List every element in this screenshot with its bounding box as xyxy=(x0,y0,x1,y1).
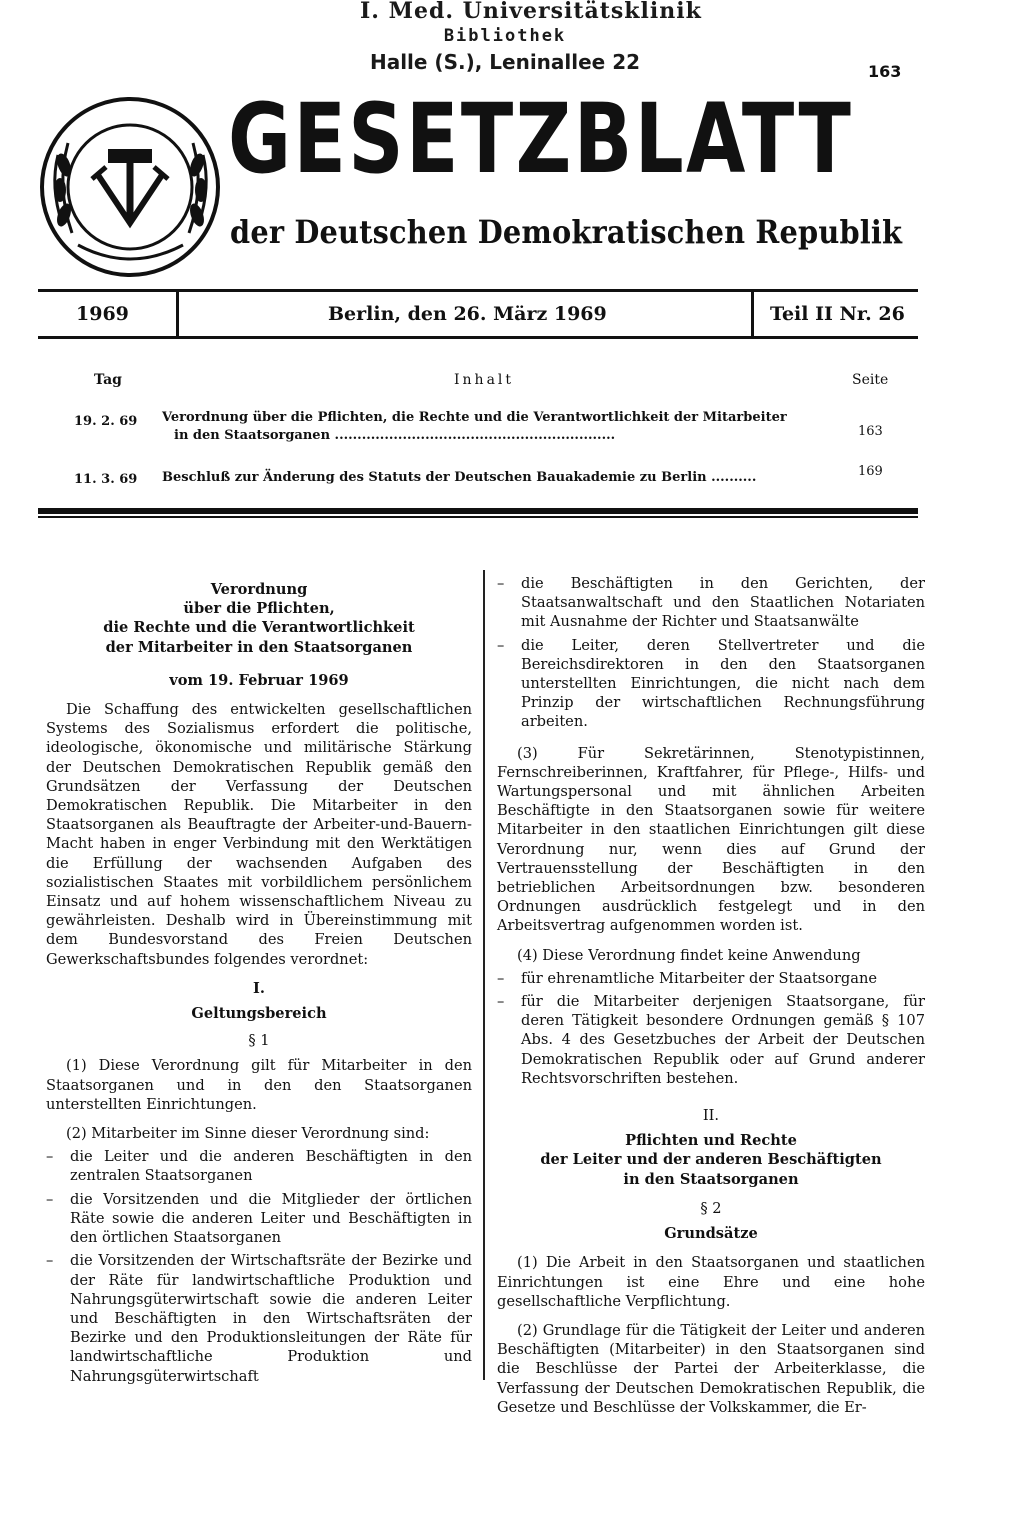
issue-place-date: Berlin, den 26. März 1969 xyxy=(328,303,607,325)
list-item xyxy=(497,636,925,732)
list-dash: – xyxy=(497,969,505,987)
part-number: I. xyxy=(253,979,265,997)
list-item xyxy=(497,992,925,1088)
masthead-title: GESETZBLATT xyxy=(228,83,854,195)
toc-entry-title: Beschluß zur Änderung des Statuts der Deutschen Bauakademie zu Berlin .......... xyxy=(162,470,757,485)
list-item xyxy=(46,1147,472,1185)
stamp-line-3: Halle (S.), Leninallee 22 xyxy=(369,50,641,74)
part-number: II. xyxy=(702,1107,720,1125)
info-bar-divider xyxy=(176,289,179,339)
masthead-subtitle: der Deutschen Demokratischen Republik xyxy=(230,213,903,251)
list-item-text: die Leiter und die anderen Beschäftigten in den zentralen Staatsorganen xyxy=(70,1148,472,1185)
decree-title-line: der Mitarbeiter in den Staatsorganen xyxy=(105,638,413,656)
toc-entry-date: 11. 3. 69 xyxy=(74,472,138,487)
list-item xyxy=(497,969,925,988)
issue-part-number: Teil II Nr. 26 xyxy=(770,303,905,325)
part-title-line: Pflichten und Rechte xyxy=(625,1132,797,1150)
toc-entry-title: Verordnung über die Pflichten, die Rechte und die Verantwortlichkeit der Mitarbeiter xyxy=(162,410,787,425)
stamp-line-2: Bibliothek xyxy=(443,26,567,46)
list-item xyxy=(46,1190,472,1248)
state-emblem-icon xyxy=(38,95,223,280)
toc-entry-page: 163 xyxy=(858,424,883,439)
toc-entry-title-cont: in den Staatsorganen .............................................................. xyxy=(174,428,616,443)
list-dash: – xyxy=(46,1190,54,1208)
list-dash: – xyxy=(46,1252,54,1270)
paragraph-text: (2) Mitarbeiter im Sinne dieser Verordnung sind: xyxy=(66,1125,430,1143)
part-title-line: in den Staatsorganen xyxy=(623,1170,799,1188)
toc-header-page: Seite xyxy=(852,372,889,388)
list-dash: – xyxy=(497,993,505,1011)
paragraph-text: (3) Für Sekretärinnen, Stenotypistinnen, Fernschreiberinnen, Kraftfahrer, für Pflege-, Hilfs- und Wartungspersonal und mit ähnlichen Arbeiten Beschäftigte in den Staatsorganen sowie für weitere Mitarbeiter in den staatlichen Einrichtungen gilt diese Verordnung nur, wenn dies auf Grund der Vertrauensstellung der Beschäftigten in den betrieblichen Arbeitsordnungen bzw. besonderen Ordnungen ausdrücklich festgelegt und in den Arbeitsvertrag aufgenommen worden ist. xyxy=(497,744,925,935)
list-item-text: für ehrenamtliche Mitarbeiter der Staatsorgane xyxy=(521,969,878,987)
decree-title-line: Verordnung xyxy=(210,581,308,598)
paragraph-text: (1) Die Arbeit in den Staatsorganen und staatlichen Einrichtungen ist eine Ehre und eine hohe gesellschaftliche Verpflichtung. xyxy=(497,1254,925,1310)
info-bar-divider xyxy=(751,289,754,339)
right-column xyxy=(497,574,925,1427)
list-item-text: für die Mitarbeiter derjenigen Staatsorgane, für deren Tätigkeit besondere Ordnungen gemäß § 107 Abs. 4 des Gesetzbuches der Arbeit der Deutschen Demokratischen Republik oder auf Grund anderer Rechtsvorschriften bestehen. xyxy=(521,993,925,1087)
list-item-text: die Vorsitzenden und die Mitglieder der örtlichen Räte sowie die anderen Leiter und Beschäftigten in den örtlichen Staatsorganen xyxy=(70,1190,472,1247)
paragraph-label: § 1 xyxy=(248,1032,270,1050)
left-column xyxy=(46,580,472,1390)
decree-date: vom 19. Februar 1969 xyxy=(169,671,349,689)
list-item-text: die Beschäftigten in den Gerichten, der Staatsanwaltschaft und den Staatlichen Notariaten mit Ausnahme der Richter und Staatsanwälte xyxy=(521,575,925,631)
section-rule-thin xyxy=(38,516,918,518)
list-item xyxy=(46,1251,472,1385)
list-dash: – xyxy=(46,1148,54,1166)
stamp-line-1: I. Med. Universitätsklinik xyxy=(360,0,702,24)
section-rule xyxy=(38,508,918,514)
list-dash: – xyxy=(497,575,505,592)
toc-header-content: Inhalt xyxy=(454,372,515,388)
paragraph-title: Grundsätze xyxy=(664,1225,758,1243)
toc-header-day: Tag xyxy=(94,372,122,388)
paragraph-text: (2) Grundlage für die Tätigkeit der Leiter und anderen Beschäftigten (Mitarbeiter) in den Staatsorganen sind die Beschlüsse der Partei der Arbeiterklasse, die Verfassung der Deutschen Demokratischen Republik, die Gesetze und Beschlüsse der Volkskammer, die Er- xyxy=(497,1321,925,1416)
page-number: 163 xyxy=(868,62,902,81)
library-stamp xyxy=(360,0,702,74)
column-divider xyxy=(483,570,485,1380)
paragraph-label: § 2 xyxy=(700,1199,722,1217)
paragraph-text: (1) Diese Verordnung gilt für Mitarbeiter in den Staatsorganen und in den den Staatsorganen unterstellten Einrichtungen. xyxy=(46,1057,472,1113)
toc-entry-date: 19. 2. 69 xyxy=(74,414,138,429)
decree-title-line: über die Pflichten, xyxy=(183,600,335,618)
part-title-line: der Leiter und der anderen Beschäftigten xyxy=(540,1151,882,1169)
issue-info-bar xyxy=(38,289,918,339)
preamble-text: Die Schaffung des entwickelten gesellschaftlichen Systems des Sozialismus erfordert die politische, ideologische, ökonomische und militärische Stärkung der Deutschen Demokratischen Republik gemäß den Grundsätzen der Verfassung der Deutschen Demokratischen Republik. Die Mitarbeiter in den Staatsorganen als Beauftragte der Arbeiter-und-Bauern-Macht haben in enger Verbindung mit den Werktätigen die Erfüllung der wachsenden Aufgaben des sozialistischen Staates mit vorbildlichem persönlichem Einsatz und auf hohem wissenschaftlichem Niveau zu gewährleisten. Deshalb wird in Übereinstimmung mit dem Bundesvorstand des Freien Deutschen Gewerkschaftsbundes folgendes verordnet: xyxy=(46,701,472,968)
paragraph-text: (4) Diese Verordnung findet keine Anwendung xyxy=(517,946,861,964)
list-dash: – xyxy=(497,636,505,654)
list-item xyxy=(497,574,925,632)
toc-entry-page: 169 xyxy=(858,464,883,479)
list-item-text: die Vorsitzenden der Wirtschaftsräte der Bezirke und der Räte für landwirtschaftliche Produktion und Nahrungsgüterwirtschaft sowie die anderen Leiter und Beschäftigten in den Wirtschaftsräten der Bezirke und den Produktionsleitungen der Räte für landwirtschaftliche Produktion und Nahrungsgüterwirtschaft xyxy=(70,1252,472,1385)
part-title: Geltungsbereich xyxy=(191,1005,327,1023)
decree-title-line: die Rechte und die Verantwortlichkeit xyxy=(103,619,415,637)
list-item-text: die Leiter, deren Stellvertreter und die Bereichsdirektoren in den den Staatsorganen unterstellten Einrichtungen, die nicht nach dem Prinzip der wirtschaftlichen Rechnungsführung arbeiten. xyxy=(521,636,925,731)
issue-year: 1969 xyxy=(76,303,129,325)
